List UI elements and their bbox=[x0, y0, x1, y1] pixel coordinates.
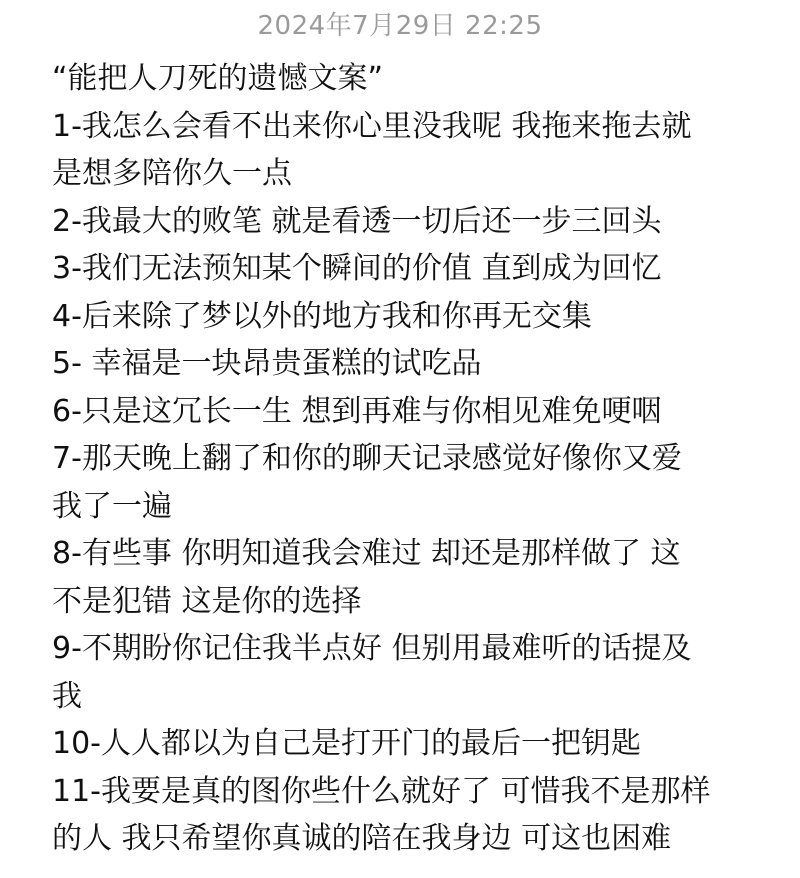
note-line: 1-我怎么会看不出来你心里没我呢 我拖来拖去就 bbox=[52, 108, 692, 144]
note-line: 7-那天晚上翻了和你的聊天记录感觉好像你又爱 bbox=[52, 441, 682, 476]
note-line: 10-人人都以为自己是打开门的最后一把钥匙 bbox=[52, 726, 641, 761]
note-title: “能把人刀死的遗憾文案” bbox=[52, 61, 384, 96]
note-line: 2-我最大的败笔 就是看透一切后还一步三回头 bbox=[52, 203, 662, 239]
note-line: 我了一遍 bbox=[52, 488, 172, 524]
note-line: 5- 幸福是一块昂贵蛋糕的试吃品 bbox=[52, 346, 482, 381]
note-line: 是想多陪你久一点 bbox=[52, 156, 292, 191]
note-line: 4-后来除了梦以外的地方我和你再无交集 bbox=[52, 298, 592, 334]
note-line: 我 bbox=[52, 678, 82, 714]
note-timestamp: 2024年7月29日 22:25 bbox=[257, 11, 543, 41]
note-line: 3-我们无法预知某个瞬间的价值 直到成为回忆 bbox=[52, 251, 662, 286]
note-line: 不是犯错 这是你的选择 bbox=[52, 583, 362, 619]
note-line: 11-我要是真的图你些什么就好了 可惜我不是那样 bbox=[52, 773, 711, 809]
note-body bbox=[52, 55, 772, 863]
note-line: 9-不期盼你记住我半点好 但别用最难听的话提及 bbox=[52, 631, 692, 666]
note-line: 的人 我只希望你真诚的陪在我身边 可这也困难 bbox=[52, 821, 672, 856]
note-line: 6-只是这冗长一生 想到再难与你相见难免哽咽 bbox=[52, 393, 662, 429]
note-line: 8-有些事 你明知道我会难过 却还是那样做了 这 bbox=[52, 536, 681, 571]
